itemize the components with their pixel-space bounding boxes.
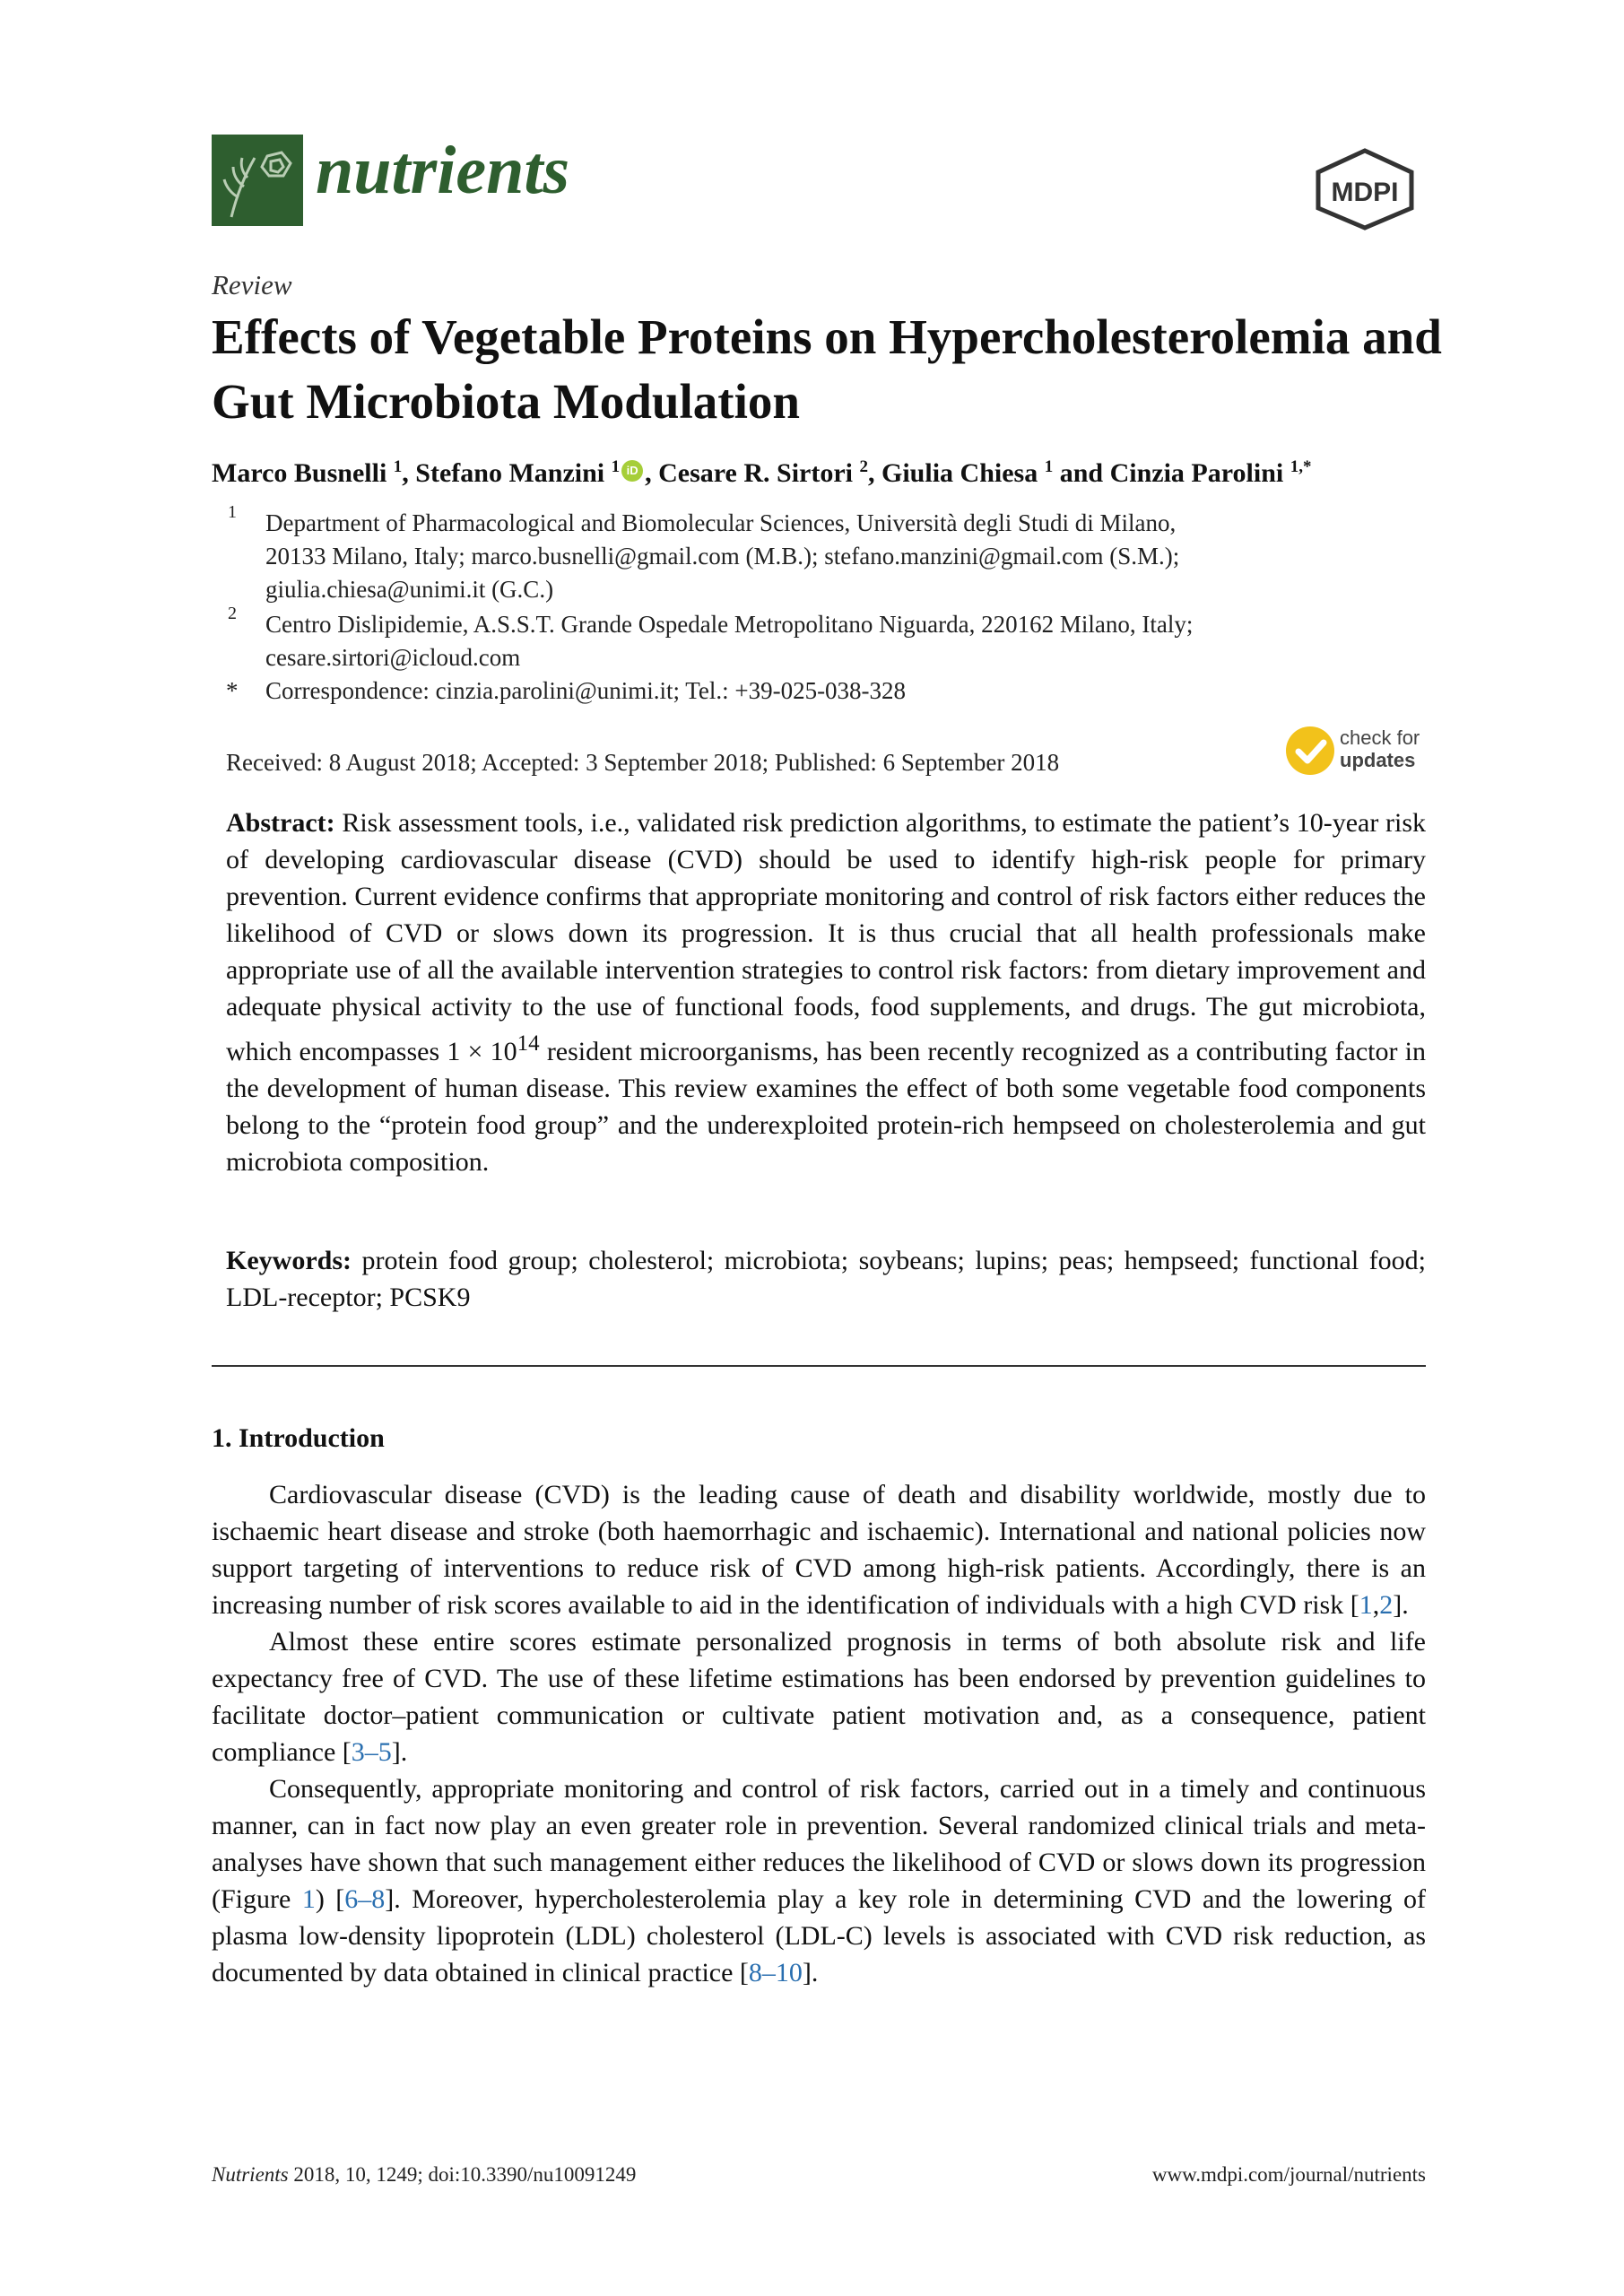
paragraph-text: Consequently, appropriate monitoring and control of risk factors, carried out in a timely and continuous manner, can in fact now play an even greater role in prevention. Several randomized clinical trials and meta-analyses have shown that such management either reduces the likelihood of CVD or slows down its progression (Figure xyxy=(212,1774,1426,1914)
journal-logo xyxy=(212,135,303,226)
author-separator: , xyxy=(868,458,882,488)
paragraph-text: ]. Moreover, hypercholesterolemia play a key role in determining CVD and the lowering of plasma low-density lipoprotein (LDL) cholesterol (LDL-C) levels is associated with CVD risk reduction, as documented by data obtained in clinical practice [ xyxy=(212,1884,1427,1987)
footer-journal: Nutrients xyxy=(212,2163,289,2186)
paragraph-text: , xyxy=(1372,1590,1380,1620)
paragraph xyxy=(212,1623,1426,1770)
keywords-label: Keywords: xyxy=(226,1246,352,1275)
affiliation-line: 20133 Milano, Italy; marco.busnelli@gmail.com (M.B.); stefano.manzini@gmail.com (S.M.); xyxy=(265,543,1180,570)
orcid-icon[interactable]: iD xyxy=(621,460,643,482)
article-type: Review xyxy=(212,269,292,300)
abstract-exponent: 14 xyxy=(517,1031,540,1056)
leaf-molecule-icon xyxy=(212,135,303,226)
affiliation-mark: * xyxy=(226,677,239,704)
affiliation-mark: 1 xyxy=(228,502,237,522)
author-name: Cinzia Parolini xyxy=(1109,458,1284,488)
affiliation-line: Department of Pharmacological and Biomolecular Sciences, Università degli Studi di Milano, xyxy=(265,509,1177,536)
author-affiliation-mark: 1 xyxy=(611,457,621,476)
footer-citation xyxy=(212,2163,636,2187)
author-separator: , xyxy=(402,458,416,488)
abstract-label: Abstract: xyxy=(226,808,335,838)
keywords xyxy=(226,1242,1426,1316)
reference-link[interactable]: 6–8 xyxy=(344,1884,386,1914)
author-name: Giulia Chiesa xyxy=(881,458,1038,488)
footer-url[interactable]: www.mdpi.com/journal/nutrients xyxy=(1151,2163,1426,2186)
affiliation-line: Centro Dislipidemie, A.S.S.T. Grande Ospedale Metropolitano Niguarda, 220162 Milano, Italy; xyxy=(265,611,1194,638)
keywords-text: protein food group; cholesterol; microbiota; soybeans; lupins; peas; hempseed; functional food; LDL-receptor; PCSK9 xyxy=(226,1246,1426,1312)
article-title: Effects of Vegetable Proteins on Hypercholesterolemia and Gut Microbiota Modulation xyxy=(212,309,1442,429)
section-heading: 1. Introduction xyxy=(212,1423,385,1453)
author-affiliation-mark: 1 xyxy=(393,457,403,476)
affiliation-mark: 2 xyxy=(228,604,237,623)
paragraph-text: ]. xyxy=(391,1737,408,1767)
affiliation-line: cesare.sirtori@icloud.com xyxy=(265,644,521,671)
footer-citation-text: 2018, 10, 1249; doi:10.3390/nu10091249 xyxy=(288,2163,637,2186)
paragraph-text: Almost these entire scores estimate personalized prognosis in terms of both absolute risk and life expectancy free of CVD. The use of these lifetime estimations has been endorsed by prevention guidelines to facilitate doctor–patient communication or cultivate patient motivation and, as a consequence, patient compliance [ xyxy=(212,1627,1426,1767)
check-for-updates-icon[interactable] xyxy=(1284,725,1336,777)
reference-link[interactable]: 3–5 xyxy=(351,1737,392,1767)
author-affiliation-mark: 1,* xyxy=(1290,457,1312,476)
mdpi-logo xyxy=(1306,145,1424,231)
author-affiliation-mark: 2 xyxy=(859,457,869,476)
reference-link[interactable]: 2 xyxy=(1379,1590,1394,1620)
affiliation-1 xyxy=(265,507,1179,606)
paragraph xyxy=(212,1476,1426,1623)
author-separator: and xyxy=(1053,458,1110,488)
author-separator: , xyxy=(645,458,659,488)
reference-link[interactable]: 8–10 xyxy=(748,1958,803,1987)
abstract-text-rest: resident microorganisms, has been recently recognized as a contributing factor in the development of human disease. This review examines the effect of both some vegetable food components belong to the “protein food group” and the underexploited protein-rich hempseed on cholesterolemia and gut microbiota composition. xyxy=(226,1037,1426,1177)
abstract-text: Risk assessment tools, i.e., validated risk prediction algorithms, to estimate the patient’s 10-year risk of developing cardiovascular disease (CVD) should be used to identify high-risk people for primary prevention. Current evidence confirms that appropriate monitoring and control of risk factors either reduces the likelihood of CVD or slows down its progression. It is thus crucial that all health professionals make appropriate use of all the available intervention strategies to control risk factors: from dietary improvement and adequate physical activity to the use of functional foods, food supplements, and drugs. The gut microbiota, which encompasses 1 × 10 xyxy=(226,808,1426,1066)
paragraph-text: ]. xyxy=(1393,1590,1409,1620)
check-for-updates-top: check for xyxy=(1340,726,1420,749)
reference-link[interactable]: 1 xyxy=(1359,1590,1373,1620)
section-divider xyxy=(212,1365,1426,1367)
journal-name: nutrients xyxy=(316,133,570,208)
affiliation-2 xyxy=(265,608,1193,674)
author-name: Stefano Manzini xyxy=(415,458,605,488)
figure-link[interactable]: 1 xyxy=(301,1884,316,1914)
affiliation-line: Correspondence: cinzia.parolini@unimi.it; Tel.: +39-025-038-328 xyxy=(265,677,907,704)
author-name: Marco Busnelli xyxy=(212,458,387,488)
section-body xyxy=(212,1476,1426,1991)
paragraph-text: ) [ xyxy=(315,1884,345,1914)
mdpi-logo-text: MDPI xyxy=(1331,178,1399,207)
author-name: Cesare R. Sirtori xyxy=(658,458,854,488)
check-for-updates-link[interactable] xyxy=(1340,726,1420,771)
correspondence xyxy=(265,674,906,708)
affiliation-line: giulia.chiesa@unimi.it (G.C.) xyxy=(265,576,554,603)
paragraph-text: Cardiovascular disease (CVD) is the leading cause of death and disability worldwide, mostly due to ischaemic heart disease and stroke (both haemorrhagic and ischaemic). International and national policies now support targeting of interventions to reduce risk of CVD among high-risk patients. Accordingly, there is an increasing number of risk scores available to aid in the identification of individuals with a high CVD risk [ xyxy=(212,1480,1426,1620)
publication-dates: Received: 8 August 2018; Accepted: 3 September 2018; Published: 6 September 2018 xyxy=(226,749,1060,776)
paragraph-text: ]. xyxy=(802,1958,819,1987)
check-for-updates-bottom: updates xyxy=(1340,749,1416,771)
abstract xyxy=(226,804,1426,1180)
paragraph xyxy=(212,1770,1426,1991)
author-list xyxy=(212,457,1431,489)
author-affiliation-mark: 1 xyxy=(1044,457,1054,476)
